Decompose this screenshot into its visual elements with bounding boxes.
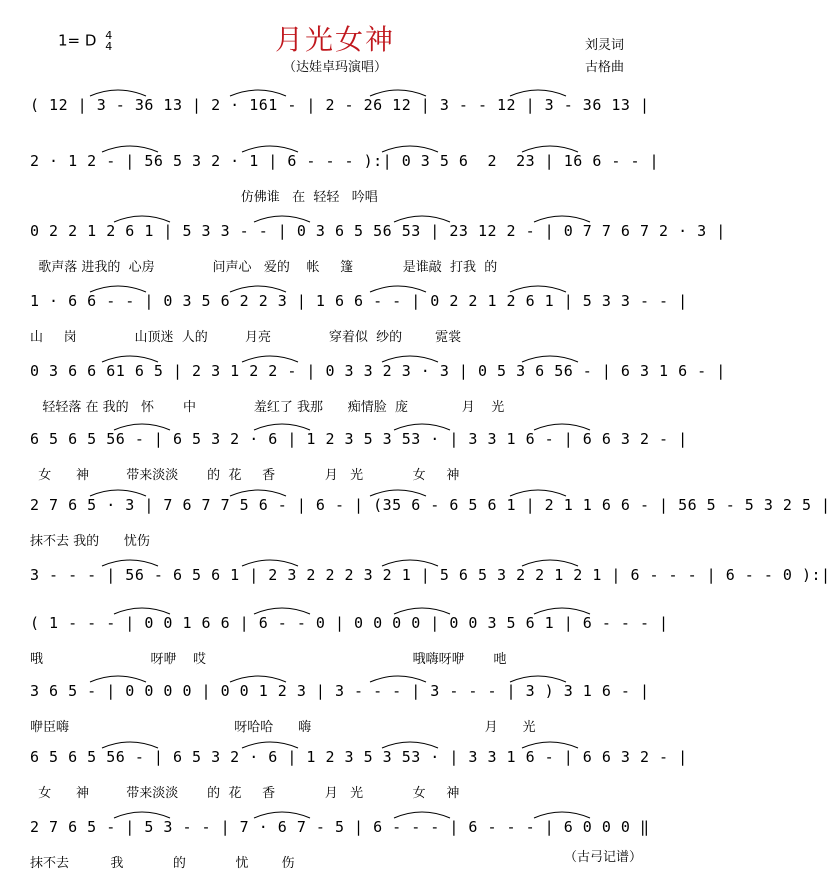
- slur-arc: [534, 608, 590, 614]
- notation-line: 6 5 6 5 56 - | 6 5 3 2 · 6 | 1 2 3 5 3 53 · | 3 3 1 6 - | 6 6 3 2 - |: [30, 748, 688, 766]
- slur-arc: [370, 490, 426, 496]
- slur-arc: [254, 424, 310, 430]
- slur-arcs: [30, 602, 642, 616]
- lyric-line: 女 神 带来淡淡 的 花 香 月 光 女 神: [30, 786, 460, 801]
- slur-arc: [370, 676, 426, 682]
- slur-arcs: [30, 418, 642, 432]
- slur-arc: [394, 216, 450, 222]
- slur-arc: [370, 90, 426, 96]
- slur-arc: [534, 812, 590, 818]
- slur-arcs: [30, 350, 642, 364]
- transcriber-note: （古弓记谱）: [563, 850, 642, 865]
- lyric-line: 咿臣嗨 呀哈哈 嗨 月 光: [30, 720, 536, 735]
- lyric-line: 歌声落 进我的 心房 问声心 爱的 帐 篷 是谁敲 打我 的: [30, 260, 498, 275]
- slur-arc: [102, 356, 158, 362]
- slur-arc: [370, 286, 426, 292]
- lyric-line: 轻轻落 在 我的 怀 中 羞红了 我那 痴情脸 庞 月 光: [30, 400, 505, 415]
- slur-arc: [242, 560, 298, 566]
- slur-arc: [534, 424, 590, 430]
- slur-arc: [230, 490, 286, 496]
- time-bottom: 4: [105, 40, 113, 53]
- notation-line: ( 12 | 3 - 36 13 | 2 · 161 - | 2 - 26 12 | 3 - - 12 | 3 - 36 13 |: [30, 96, 650, 114]
- slur-arc: [534, 216, 590, 222]
- slur-arc: [510, 490, 566, 496]
- song-subtitle: （达娃卓玛演唱）: [282, 60, 387, 75]
- slur-arcs: [30, 280, 642, 294]
- slur-arc: [242, 146, 298, 152]
- slur-arc: [90, 490, 146, 496]
- slur-arc: [254, 608, 310, 614]
- slur-arc: [394, 424, 450, 430]
- slur-arc: [522, 742, 578, 748]
- lyric-line: 女 神 带来淡淡 的 花 香 月 光 女 神: [30, 468, 460, 483]
- lyric-line: 山 岗 山顶迷 人的 月亮 穿着似 纱的 霓裳: [30, 330, 462, 345]
- slur-arc: [510, 676, 566, 682]
- slur-arc: [382, 560, 438, 566]
- notation-line: 1 · 6 6 - - | 0 3 5 6 2 2 3 | 1 6 6 - - | 0 2 2 1 2 6 1 | 5 3 3 - - |: [30, 292, 688, 310]
- slur-arc: [382, 356, 438, 362]
- notation-line: 0 2 2 1 2 6 1 | 5 3 3 - - | 0 3 6 5 56 53 | 23 12 2 - | 0 7 7 6 7 2 · 3 |: [30, 222, 726, 240]
- lyric-line: 抹不去 我 的 忧 伤: [30, 856, 295, 871]
- slur-arcs: [30, 140, 642, 154]
- slur-arc: [510, 90, 566, 96]
- slur-arc: [242, 356, 298, 362]
- notation-line: 6 5 6 5 56 - | 6 5 3 2 · 6 | 1 2 3 5 3 53 · | 3 3 1 6 - | 6 6 3 2 - |: [30, 430, 688, 448]
- slur-arc: [522, 356, 578, 362]
- slur-arc: [510, 286, 566, 292]
- song-title: 月光女神: [274, 23, 395, 56]
- slur-arc: [382, 742, 438, 748]
- notation-line: 3 6 5 - | 0 0 0 0 | 0 0 1 2 3 | 3 - - - | 3 - - - | 3 ) 3 1 6 - |: [30, 682, 650, 700]
- slur-arcs: [30, 210, 642, 224]
- slur-arcs: [30, 84, 642, 98]
- slur-arc: [394, 812, 450, 818]
- lyric-line: 仿佛谁 在 轻轻 吟唱: [30, 190, 378, 205]
- slur-arc: [254, 216, 310, 222]
- notation-line: ( 1 - - - | 0 0 1 6 6 | 6 - - 0 | 0 0 0 0 | 0 0 3 5 6 1 | 6 - - - |: [30, 614, 669, 632]
- notation-line: 2 · 1 2 - | 56 5 3 2 · 1 | 6 - - - ):| 0 3 5 6 2 23 | 16 6 - - |: [30, 152, 660, 170]
- slur-arc: [522, 146, 578, 152]
- slur-arc: [230, 286, 286, 292]
- slur-arc: [102, 560, 158, 566]
- slur-arc: [522, 560, 578, 566]
- slur-arc: [254, 812, 310, 818]
- slur-arcs: [30, 554, 642, 568]
- slur-arc: [394, 608, 450, 614]
- slur-arc: [90, 286, 146, 292]
- slur-arc: [102, 742, 158, 748]
- notation-line: 3 - - - | 56 - 6 5 6 1 | 2 3 2 2 2 3 2 1 | 5 6 5 3 2 2 1 2 1 | 6 - - - | 6 - - 0 ):|: [30, 566, 831, 584]
- slur-arc: [114, 424, 170, 430]
- slur-arc: [242, 742, 298, 748]
- slur-arc: [230, 90, 286, 96]
- slur-arc: [230, 676, 286, 682]
- slur-arc: [114, 608, 170, 614]
- notation-line: 2 7 6 5 - | 5 3 - - | 7 · 6 7 - 5 | 6 - - - | 6 - - - | 6 0 0 0 ‖: [30, 818, 650, 836]
- slur-arc: [114, 812, 170, 818]
- slur-arcs: [30, 736, 642, 750]
- slur-arc: [102, 146, 158, 152]
- notation-line: 0 3 6 6 61 6 5 | 2 3 1 2 2 - | 0 3 3 2 3 · 3 | 0 5 3 6 56 - | 6 3 1 6 - |: [30, 362, 726, 380]
- composer-credit: 古格曲: [585, 60, 625, 75]
- slur-arc: [90, 676, 146, 682]
- key-label: 1= D: [58, 31, 97, 50]
- slur-arcs: [30, 484, 642, 498]
- slur-arc: [382, 146, 438, 152]
- slur-arc: [90, 90, 146, 96]
- time-top: 4: [105, 29, 113, 42]
- notation-line: 2 7 6 5 · 3 | 7 6 7 7 5 6 - | 6 - | (35 6 - 6 5 6 1 | 2 1 1 6 6 - | 56 5 - 5 3 2 5 |: [30, 496, 831, 514]
- slur-arcs: [30, 806, 642, 820]
- lyric-line: 抹不去 我的 忧伤: [30, 534, 150, 549]
- lyricist-credit: 刘灵词: [585, 38, 625, 53]
- lyric-line: 哦 呀咿 哎 哦嗨呀咿 吔: [30, 652, 507, 667]
- slur-arc: [114, 216, 170, 222]
- slur-arcs: [30, 670, 642, 684]
